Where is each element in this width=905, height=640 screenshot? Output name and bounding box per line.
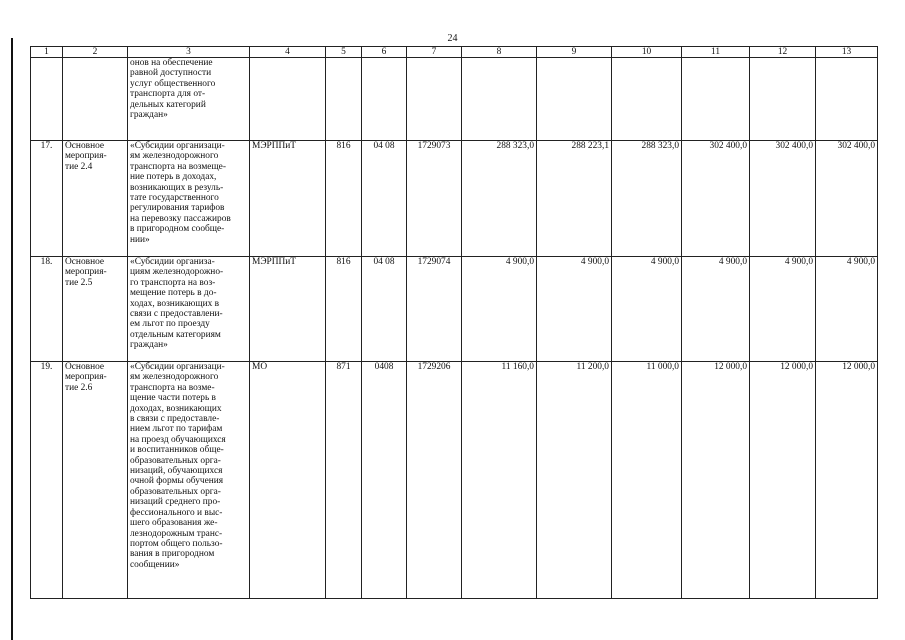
page-left-border xyxy=(11,38,13,640)
event-name: Основное мероприя- тие 2.6 xyxy=(63,362,128,599)
value-cell xyxy=(612,58,682,141)
value-cell xyxy=(537,58,612,141)
rzpr-code: 04 08 xyxy=(362,257,407,362)
value-cell: 11 200,0 xyxy=(537,362,612,599)
csr-code xyxy=(407,58,462,141)
row-number: 17. xyxy=(31,141,63,257)
column-header: 5 xyxy=(326,47,362,58)
value-cell: 4 900,0 xyxy=(612,257,682,362)
csr-code: 1729073 xyxy=(407,141,462,257)
value-cell: 4 900,0 xyxy=(816,257,878,362)
csr-code: 1729206 xyxy=(407,362,462,599)
value-cell: 288 323,0 xyxy=(462,141,537,257)
event-description: онов на обеспечение равной доступности услуг общественного транспорта для от- дельных категорий граждан» xyxy=(128,58,250,141)
event-name: Основное мероприя- тие 2.5 xyxy=(63,257,128,362)
value-cell: 12 000,0 xyxy=(750,362,816,599)
column-header: 11 xyxy=(682,47,750,58)
column-header: 9 xyxy=(537,47,612,58)
value-cell xyxy=(816,58,878,141)
table-row xyxy=(31,58,878,141)
csr-code: 1729074 xyxy=(407,257,462,362)
rzpr-code: 0408 xyxy=(362,362,407,599)
rzpr-code: 04 08 xyxy=(362,141,407,257)
column-header: 13 xyxy=(816,47,878,58)
value-cell: 302 400,0 xyxy=(682,141,750,257)
column-header: 10 xyxy=(612,47,682,58)
executor xyxy=(250,58,326,141)
page-number: 24 xyxy=(447,33,458,44)
column-header: 7 xyxy=(407,47,462,58)
grbs-code: 816 xyxy=(326,257,362,362)
value-cell xyxy=(682,58,750,141)
table-row xyxy=(31,141,878,257)
value-cell: 4 900,0 xyxy=(462,257,537,362)
value-cell: 288 323,0 xyxy=(612,141,682,257)
column-header: 1 xyxy=(31,47,63,58)
executor: МЭРППиТ xyxy=(250,257,326,362)
value-cell: 302 400,0 xyxy=(750,141,816,257)
event-description: «Субсидии организаци- ям железнодорожного транспорта на возме- щение части потерь в доходах, возникающих в связи с предоставле- нием льгот по тарифам на проезд обучающихся и воспитанников обще- образовательных орга- низаций, обучающихся очной формы обучения образовательных орга- низаций среднего про- фессионального и выс- шего образования же- лезнодорожным транс- портом общего пользо- вания в пригородном сообщении» xyxy=(128,362,250,599)
value-cell xyxy=(462,58,537,141)
rzpr-code xyxy=(362,58,407,141)
table-row xyxy=(31,257,878,362)
event-description: «Субсидии организаци- ям железнодорожного транспорта на возмеще- ние потерь в доходах, возникающих в резуль- тате государственного регулирования тарифов на перевозку пассажиров в пригородном сообще- нии» xyxy=(128,141,250,257)
budget-table xyxy=(30,46,878,599)
value-cell: 302 400,0 xyxy=(816,141,878,257)
value-cell xyxy=(750,58,816,141)
column-header: 6 xyxy=(362,47,407,58)
value-cell: 4 900,0 xyxy=(750,257,816,362)
grbs-code: 871 xyxy=(326,362,362,599)
value-cell: 11 000,0 xyxy=(612,362,682,599)
grbs-code xyxy=(326,58,362,141)
row-number: 19. xyxy=(31,362,63,599)
value-cell: 12 000,0 xyxy=(682,362,750,599)
column-header: 12 xyxy=(750,47,816,58)
table-row xyxy=(31,362,878,599)
column-header: 3 xyxy=(128,47,250,58)
value-cell: 11 160,0 xyxy=(462,362,537,599)
event-description: «Субсидии организа- циям железнодорожно- го транспорта на воз- мещение потерь в до- ходах, возникающих в связи с предоставлени- ем льгот по проезду отдельным категориям граждан» xyxy=(128,257,250,362)
value-cell: 12 000,0 xyxy=(816,362,878,599)
value-cell: 4 900,0 xyxy=(537,257,612,362)
row-number: 18. xyxy=(31,257,63,362)
column-number-row xyxy=(31,47,878,58)
row-number xyxy=(31,58,63,141)
column-header: 4 xyxy=(250,47,326,58)
executor: МЭРППиТ xyxy=(250,141,326,257)
column-header: 2 xyxy=(63,47,128,58)
executor: МО xyxy=(250,362,326,599)
column-header: 8 xyxy=(462,47,537,58)
value-cell: 4 900,0 xyxy=(682,257,750,362)
event-name xyxy=(63,58,128,141)
value-cell: 288 223,1 xyxy=(537,141,612,257)
grbs-code: 816 xyxy=(326,141,362,257)
event-name: Основное мероприя- тие 2.4 xyxy=(63,141,128,257)
